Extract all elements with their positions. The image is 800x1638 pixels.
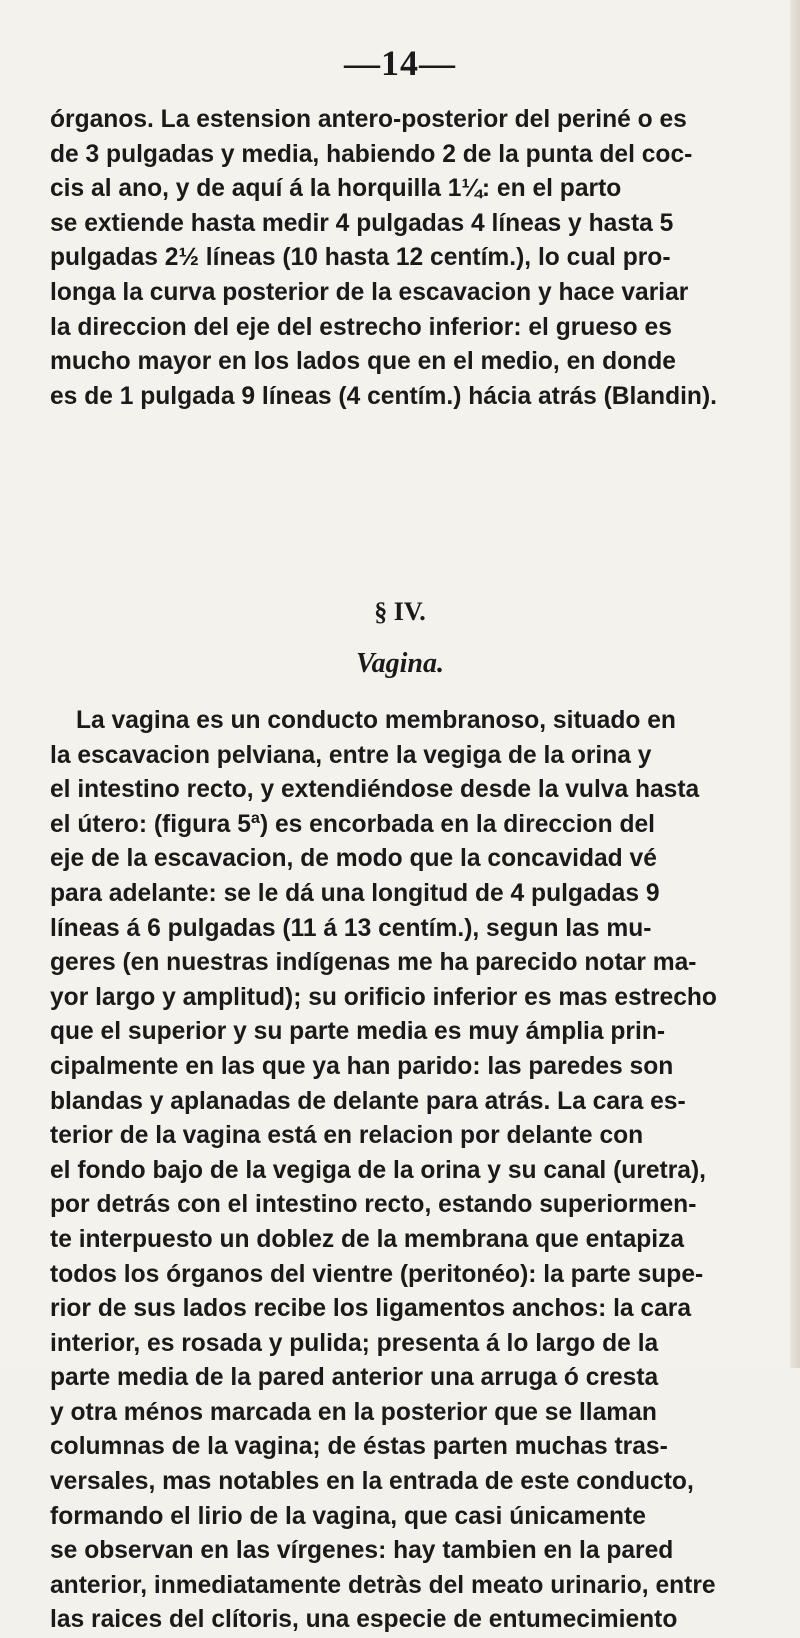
text-line: rior de sus lados recibe los ligamentos anchos: la cara: [50, 1295, 692, 1323]
text-line: parte media de la pared anterior una arruga ó cresta: [50, 1364, 659, 1392]
text-line: anterior, inmediatamente detràs del meato urinario, entre: [50, 1571, 716, 1599]
text-line: interior, es rosada y pulida; presenta á lo largo de la: [50, 1329, 659, 1357]
paragraph-perineum: [50, 103, 772, 414]
text-line: pulgadas 2½ líneas (10 hasta 12 centím.), lo cual pro-: [50, 244, 671, 272]
text-line: la escavacion pelviana, entre la vegiga de la orina y: [50, 741, 652, 769]
text-line: líneas á 6 pulgadas (11 á 13 centím.), segun las mu-: [50, 914, 652, 942]
text-line: se observan en las vírgenes: hay tambien en la pared: [50, 1537, 674, 1565]
text-line: las raices del clítoris, una especie de entumecimiento: [50, 1606, 678, 1634]
text-line: que el superior y su parte media es muy ámplia prin-: [50, 1018, 666, 1046]
text-line: formando el lirio de la vagina, que casi únicamente: [50, 1502, 646, 1530]
section-title: Vagina.: [356, 648, 444, 679]
text-line: para adelante: se le dá una longitud de 4 pulgadas 9: [50, 879, 660, 907]
text-line: La vagina es un conducto membranoso, situado en: [76, 707, 676, 734]
text-line: el fondo bajo de la vegiga de la orina y su canal (uretra),: [50, 1156, 706, 1184]
text-line: se extiende hasta medir 4 pulgadas 4 líneas y hasta 5: [50, 209, 674, 237]
section-number: § IV.: [374, 597, 426, 626]
text-line: geres (en nuestras indígenas me ha parecido notar ma-: [50, 949, 697, 977]
text-line: columnas de la vagina; de éstas parten muchas tras-: [50, 1433, 668, 1461]
text-line: eje de la escavacion, de modo que la concavidad vé: [50, 845, 657, 873]
text-line: por detrás con el intestino recto, estando superiormen-: [50, 1191, 697, 1219]
text-line: te interpuesto un doblez de la membrana que entapiza: [50, 1225, 685, 1253]
text-line: longa la curva posterior de la escavacion y hace variar: [50, 278, 689, 306]
text-line: terior de la vagina está en relacion por delante con: [50, 1122, 644, 1150]
text-line: de 3 pulgadas y media, habiendo 2 de la punta del coc-: [50, 140, 693, 168]
text-line: y otra ménos marcada en la posterior que se llaman: [50, 1398, 657, 1426]
text-line: versales, mas notables en la entrada de este conducto,: [50, 1468, 694, 1496]
text-line: mucho mayor en los lados que en el medio, en donde: [50, 348, 676, 376]
text-line: yor largo y amplitud); su orificio inferior es mas estrecho: [50, 983, 717, 1011]
text-line: el útero: (figura 5ª) es encorbada en la direccion del: [50, 810, 655, 838]
text-line: la direccion del eje del estrecho inferior: el grueso es: [50, 313, 672, 341]
text-line: es de 1 pulgada 9 líneas (4 centím.) hácia atrás (Blandin).: [50, 382, 717, 410]
text-line: todos los órganos del vientre (peritonéo): la parte supe-: [50, 1260, 704, 1288]
text-line: cis al ano, y de aquí á la horquilla 1¼: en el parto: [50, 175, 622, 203]
scan-page-edge: [790, 0, 800, 1368]
page-number: —14—: [344, 43, 456, 83]
paragraph-vagina: [50, 704, 772, 1638]
text-line: blandas y aplanadas de delante para atrás. La cara es-: [50, 1087, 686, 1115]
text-line: cipalmente en las que ya han parido: las paredes son: [50, 1052, 674, 1080]
text-line: órganos. La estension antero-posterior del periné o es: [50, 106, 687, 133]
text-line: el intestino recto, y extendiéndose desde la vulva hasta: [50, 776, 700, 804]
